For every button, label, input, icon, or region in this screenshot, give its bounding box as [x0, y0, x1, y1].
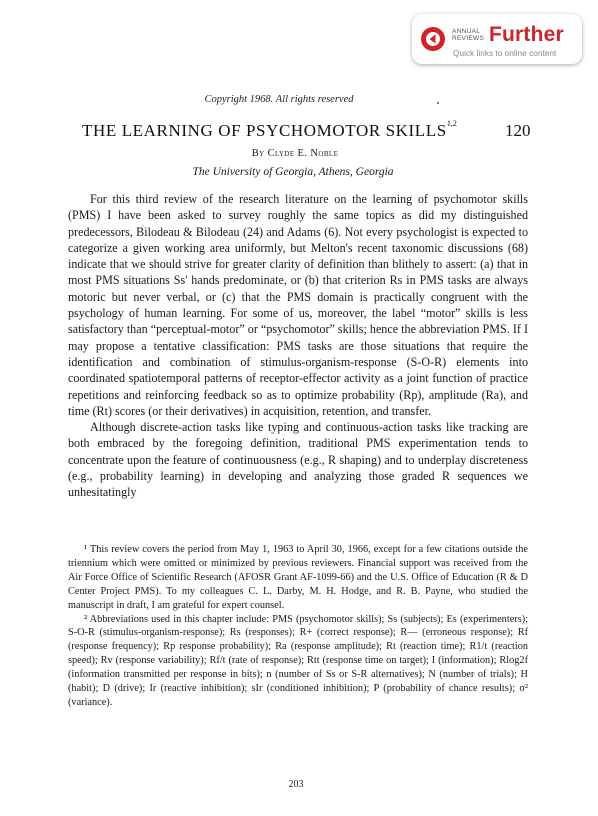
chapter-number: 120: [505, 121, 531, 140]
body-text: [68, 191, 528, 501]
further-subtitle: Quick links to online content: [453, 48, 557, 58]
scan-speck: [437, 102, 439, 104]
further-title: Further: [489, 23, 564, 46]
footnote: ¹ This review covers the period from May 1, 1963 to April 30, 1966, except for a few citations outside the triennium which were omitted or minimized by previous reviewers. Financial support was received from the Air Force Office of Scientific Research (AFOSR Grant AF-1099-66) and the U.S. Office of Education (R & D Center Project PMS). To my colleagues C. L. Darby, M. H. Hodge, and R. B. Payne, who studied the manuscript in draft, I am grateful for expert counsel.: [68, 544, 528, 611]
footnote-marks: 1,2: [446, 119, 457, 129]
annual-reviews-logo-icon: [420, 26, 446, 52]
chapter-title: THE LEARNING OF PSYCHOMOTOR SKILLS$^{1,2}$: [82, 119, 457, 140]
author-affiliation: The University of Georgia, Athens, Georgia: [192, 166, 394, 178]
publisher-name: ANNUAL REVIEWS: [452, 28, 485, 42]
paragraph: Although discrete-action tasks like typing and continuous-action tasks like tracking are both embraced by the foregoing definition, traditional PMS experimentation tends to concentrate upon the feature of continuousness (e.g., R shaping) and to underplay discreteness (e.g., probability learning) in developing and analyzing those graded R sequences we unhesitatingly: [68, 420, 528, 500]
paragraph: For this third review of the research literature on the learning of psychomotor skills (PMS) I have been asked to survey roughly the same topics as did my distinguished predecessors, Bilodeau & Bilodeau (24) and Adams (6). Not every psychologist is expected to categorize a given working area uniformly, but Melton's recent taxonomic discussions (68) indicate that we should strive for greater clarity of definition than blithely to assert: (a) that in most PMS situations Ss' hands predominate, or (b) that criterion Rs in PMS tasks are always motoric but never verbal, or (c) that the PMS domain is practically congruent with the psychology of human learning. For some of us, moreover, the label “motor” skills is less satisfactory than “perceptual-motor” or “psychomotor” skills; hence the abbreviation PMS. If I may propose a tentative classification: PMS tasks are those situations that require the identification and combination of stimulus-organism-response (S-O-R) elements into coordinated spatiotemporal patterns of receptor-effector activity as a joint function of practice repetitions and reinforcing feedback so as to optimize probability (Rp), amplitude (Ra), and time (Rt) scores (or their derivatives) in acquisition, retention, and transfer.: [68, 192, 528, 418]
further-links-badge[interactable]: [412, 14, 582, 64]
footnote: ² Abbreviations used in this chapter include: PMS (psychomotor skills); Ss (subjects); Es (experimenters); S-O-R (stimulus-organism-response); Rs (responses); R+ (correct response); R— (erroneous response); Rf (response frequency); Rp response probability); Ra (response amplitude); Rt (reaction time); R1/t (reaction speed); Rv (response variability); Rf/t (rate of response); Rtt (response time on target); I (information); Rlog2f (information transmitted per response in bits); n (number of Ss or S-R alternatives); N (number of trials); H (habit); D (drive); Ir (reactive inhibition); sIr (conditioned inhibition); P (probability of chance results); σ² (variance).: [68, 613, 528, 708]
page-number: 203: [288, 779, 304, 790]
footnotes: [68, 543, 528, 710]
author-line: By Clyde E. Noble: [251, 148, 339, 159]
copyright-line: Copyright 1968. All rights reserved: [204, 94, 354, 105]
